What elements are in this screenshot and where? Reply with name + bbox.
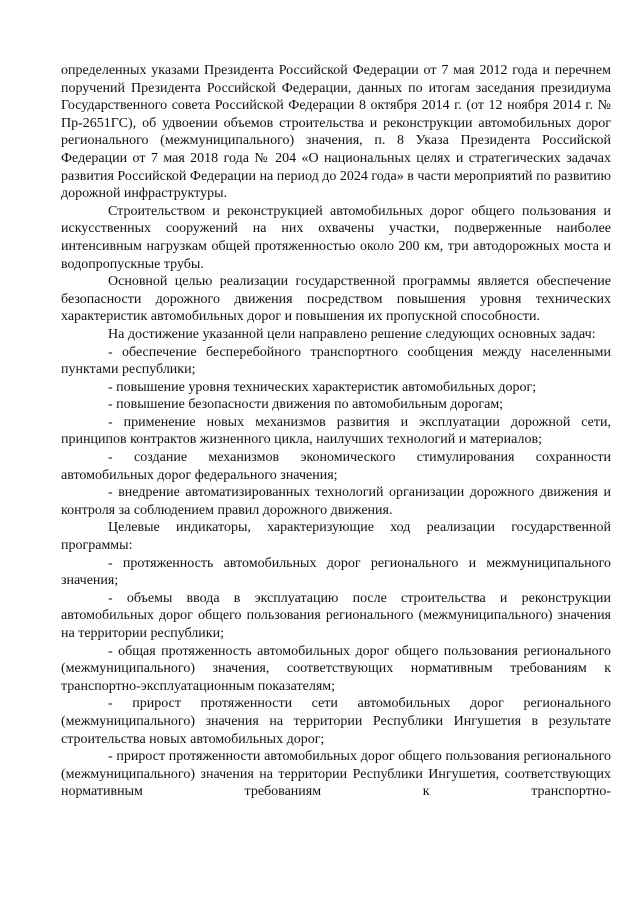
list-item-task: - внедрение автоматизированных технологий организации дорожного движения и контроля за соблюдением правил дорожного движения. bbox=[61, 485, 611, 518]
paragraph-main-goal: Основной целью реализации государственной программы является обеспечение безопасности дорожного движения посредством повышения уровня технических характеристик автомобильных дорог и повышения их пропускной способности. bbox=[61, 274, 611, 325]
paragraph-indicators-intro: Целевые индикаторы, характеризующие ход реализации государственной программы: bbox=[61, 520, 611, 554]
list-item-indicator: - объемы ввода в эксплуатацию после строительства и реконструкции автомобильных дорог общего пользования регионального (межмуниципального) значения на территории республики; bbox=[61, 590, 611, 641]
list-item-task: - применение новых механизмов развития и эксплуатации дорожной сети, принципов контрактов жизненного цикла, наилучших технологий и материалов; bbox=[61, 414, 611, 448]
list-item-task: - повышение безопасности движения по автомобильным дорогам; bbox=[108, 397, 504, 413]
list-item-task: - повышение уровня технических характеристик автомобильных дорог; bbox=[108, 379, 537, 395]
list-item-indicator: - прирост протяженности сети автомобильных дорог регионального (межмуниципального) значения на территории Республики Ингушетия в результате строительства новых автомобильных дорог; bbox=[61, 696, 611, 747]
paragraph-construction: Строительством и реконструкцией автомобильных дорог общего пользования и искусственных сооружений на них охвачены участки, подверженные наиболее интенсивным нагрузкам общей протяженностью около 200 км, три автодорожных моста и водопропускные трубы. bbox=[61, 203, 611, 272]
paragraph-tasks-intro: На достижение указанной цели направлено решение следующих основных задач: bbox=[108, 326, 596, 342]
list-item-indicator: - общая протяженность автомобильных дорог общего пользования регионального (межмуниципального) значения, соответствующих нормативным требованиям к транспортно-эксплуатационным показателям; bbox=[61, 643, 611, 694]
list-item-indicator: - протяженность автомобильных дорог регионального и межмуниципального значения; bbox=[61, 555, 611, 589]
list-item-indicator: - прирост протяженности автомобильных дорог общего пользования регионального (межмуниципального) значения на территории Республики Ингушетия, соответствующих нормативным требованиям к транспортно- bbox=[61, 749, 611, 800]
list-item-task: - обеспечение бесперебойного транспортного сообщения между населенными пунктами республики; bbox=[61, 344, 611, 378]
paragraph-decrees: определенных указами Президента Российской Федерации от 7 мая 2012 года и перечнем поручений Президента Российской Федерации, данных по итогам заседания президиума Государственного совета Российской Федерации 8 октября 2014 г. (от 12 ноября 2014 г. № Пр-2651ГС), об удвоении объемов строительства и реконструкции автомобильных дорог регионального (межмуниципального) значения, п. 8 Указа Президента Российской Федерации от 7 мая 2018 года № 204 «О национальных целях и стратегических задачах развития Российской Федерации на период до 2024 года» в части мероприятий по развитию дорожной инфраструктуры. bbox=[61, 63, 611, 202]
list-item-task: - создание механизмов экономического стимулирования сохранности автомобильных дорог федерального значения; bbox=[61, 450, 611, 483]
